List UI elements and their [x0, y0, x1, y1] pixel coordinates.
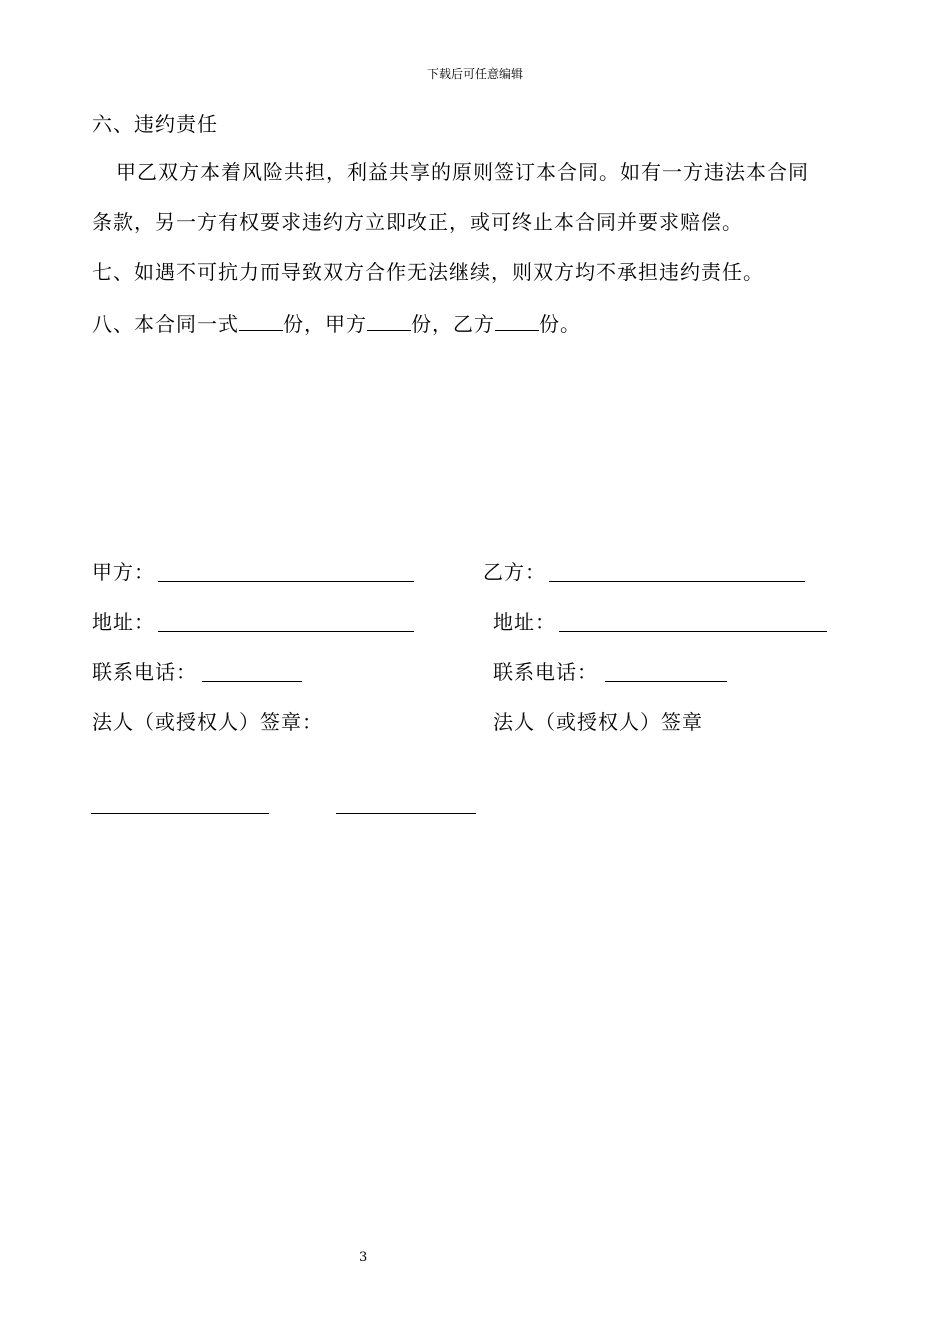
party-b-phone-line[interactable]	[605, 681, 727, 682]
section-8-part-2: 份，甲方	[283, 312, 367, 336]
party-a-phone-line[interactable]	[202, 681, 302, 682]
party-a-name-line[interactable]	[158, 581, 414, 582]
party-b-copies-blank[interactable]	[495, 310, 539, 331]
party-a-copies-blank[interactable]	[367, 310, 411, 331]
party-b-phone-label: 联系电话：	[493, 660, 598, 684]
party-a-address-label: 地址：	[92, 610, 155, 634]
section-8-part-3: 份，乙方	[411, 312, 495, 336]
page-header: 下载后可任意编辑	[426, 67, 523, 81]
party-a-label: 甲方：	[92, 560, 155, 584]
signature-line-2[interactable]	[336, 813, 476, 814]
page-number: 3	[359, 1250, 368, 1265]
total-copies-blank[interactable]	[239, 310, 283, 331]
party-b-address-line[interactable]	[559, 631, 827, 632]
party-b-name-line[interactable]	[549, 581, 805, 582]
section-6-paragraph-line-1: 甲乙双方本着风险共担，利益共享的原则签订本合同。如有一方违法本合同	[116, 160, 809, 184]
party-b-legal-rep-label: 法人（或授权人）签章	[493, 710, 703, 734]
section-6-paragraph-line-2: 条款，另一方有权要求违约方立即改正，或可终止本合同并要求赔偿。	[92, 210, 743, 234]
section-6-heading: 六、违约责任	[92, 112, 218, 136]
section-7-text: 七、如遇不可抗力而导致双方合作无法继续，则双方均不承担违约责任。	[92, 260, 764, 284]
section-8-part-1: 八、本合同一式	[92, 312, 239, 336]
party-b-label: 乙方：	[483, 560, 546, 584]
section-8-part-4: 份。	[539, 312, 581, 336]
party-a-phone-label: 联系电话：	[92, 660, 197, 684]
signature-line-1[interactable]	[91, 813, 269, 814]
party-a-address-line[interactable]	[158, 631, 414, 632]
section-8-copies-line	[92, 310, 581, 337]
party-b-address-label: 地址：	[493, 610, 556, 634]
party-a-legal-rep-label: 法人（或授权人）签章：	[92, 710, 323, 734]
